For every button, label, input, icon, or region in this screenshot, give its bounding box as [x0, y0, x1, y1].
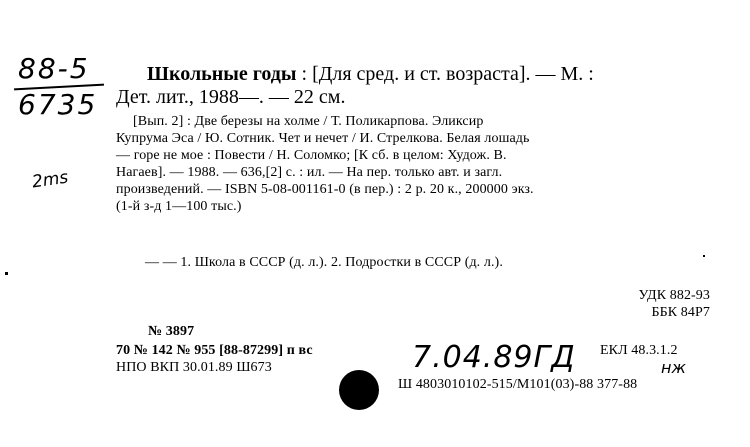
bbk-code: ББК 84Р7 — [651, 305, 710, 320]
scan-speck — [703, 255, 705, 257]
publisher-line: Дет. лит., 1988—. — 22 см. — [116, 86, 346, 108]
body-line-3: — горе не мое : Повести / Н. Соломко; [К сб. в целом: Худож. В. — [116, 148, 507, 163]
footer-line-2: НПО ВКП 30.01.89 Ш673 — [116, 360, 272, 375]
book-title: Школьные годы — [147, 63, 297, 85]
title-line — [147, 63, 594, 86]
subject-headings: — — 1. Школа в СССР (д. л.). 2. Подростки в СССР (д. л.). — [145, 255, 503, 270]
body-line-5: произведений. — ISBN 5-08-001161-0 (в пер.) : 2 р. 20 к., 200000 экз. — [116, 182, 534, 197]
footer-line-1: 70 № 142 № 955 [88-87299] п вс — [116, 343, 313, 358]
scan-speck — [5, 272, 8, 275]
title-rest: : [Для сред. и ст. возраста]. — М. : — [296, 63, 594, 85]
handwritten-margin-mark: 2ms — [30, 167, 70, 193]
body-line-4: Нагаев]. — 1988. — 636,[2] с. : ил. — На пер. только авт. и загл. — [116, 165, 503, 180]
handwritten-code-bottom: 6735 — [18, 88, 98, 121]
body-line-1: [Вып. 2] : Две березы на холме / Т. Поликарпова. Эликсир — [133, 114, 484, 129]
body-line-6: (1-й з-д 1—100 тыс.) — [116, 199, 242, 214]
ekl-code: ЕКЛ 48.3.1.2 — [600, 343, 678, 358]
punch-hole — [339, 370, 379, 410]
udk-code: УДК 882-93 — [638, 288, 710, 303]
body-line-2: Купрума Эса / Ю. Сотник. Чет и нечет / И. Стрелкова. Белая лошадь — [116, 131, 530, 146]
handwritten-date: 7.04.89ГД — [412, 340, 576, 375]
handwritten-code-top: 88-5 — [18, 52, 90, 85]
handwritten-initials: нж — [661, 358, 686, 377]
footer-isbn-line: Ш 4803010102-515/М101(03)-88 377-88 — [398, 377, 638, 392]
record-number: № 3897 — [148, 324, 195, 339]
